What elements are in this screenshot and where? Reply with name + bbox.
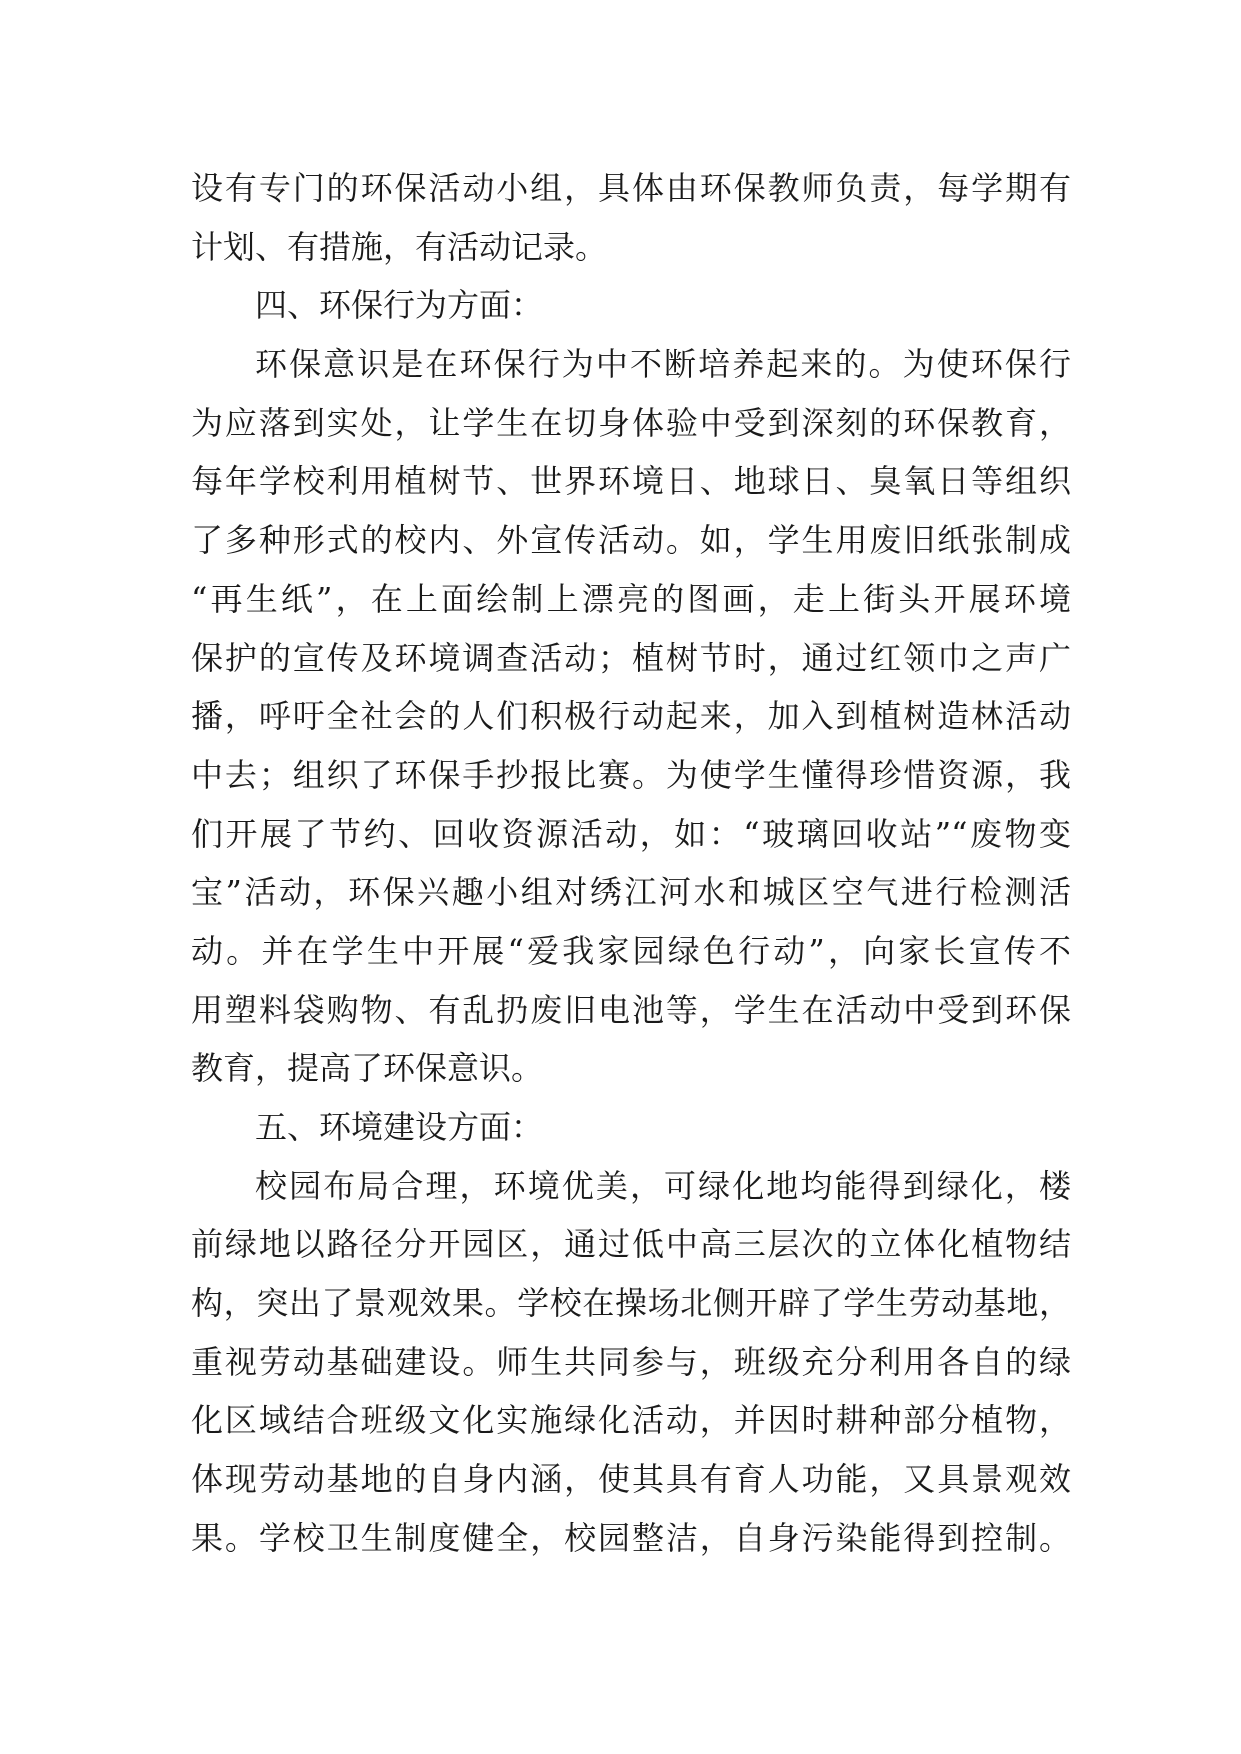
text-line: 保护的宣传及环境调查活动；植树节时，通过红领巾之声广	[191, 638, 1071, 677]
section-heading: 五、环境建设方面：	[255, 1108, 544, 1146]
text-line: 校园布局合理，环境优美，可绿化地均能得到绿化，楼	[255, 1166, 1071, 1205]
text-line: 构，突出了景观效果。学校在操场北侧开辟了学生劳动基地，	[191, 1284, 1071, 1323]
text-line: 前绿地以路径分开园区，通过低中高三层次的立体化植物结	[191, 1225, 1071, 1264]
text-line: 了多种形式的校内、外宣传活动。如，学生用废旧纸张制成	[191, 521, 1071, 560]
document-body	[191, 159, 1071, 1568]
text-line: 环保意识是在环保行为中不断培养起来的。为使环保行	[255, 345, 1071, 384]
text-line: 体现劳动基地的自身内涵，使其具有育人功能，又具景观效	[191, 1460, 1071, 1499]
text-line: 计划、有措施，有活动记录。	[191, 227, 608, 266]
text-line: 们开展了节约、回收资源活动，如：“玻璃回收站”“废物变	[191, 814, 1071, 853]
text-line: 中去；组织了环保手抄报比赛。为使学生懂得珍惜资源，我	[191, 755, 1071, 794]
text-line: 果。学校卫生制度健全，校园整洁，自身污染能得到控制。	[191, 1518, 1071, 1557]
text-line: 重视劳动基础建设。师生共同参与，班级充分利用各自的绿	[191, 1342, 1071, 1381]
text-line: 宝”活动，环保兴趣小组对绣江河水和城区空气进行检测活	[191, 873, 1071, 912]
text-line: 动。并在学生中开展“爱我家园绿色行动”，向家长宣传不	[191, 931, 1071, 970]
text-line: 化区域结合班级文化实施绿化活动，并因时耕种部分植物，	[191, 1401, 1071, 1440]
text-line: 每年学校利用植树节、世界环境日、地球日、臭氧日等组织	[191, 462, 1071, 501]
text-line: 设有专门的环保活动小组，具体由环保教师负责，每学期有	[191, 169, 1071, 207]
section-heading: 四、环保行为方面：	[255, 286, 544, 325]
text-line: “再生纸”，在上面绘制上漂亮的图画，走上街头开展环境	[191, 579, 1071, 618]
text-line: 为应落到实处，让学生在切身体验中受到深刻的环保教育，	[191, 403, 1071, 442]
text-line: 播，呼吁全社会的人们积极行动起来，加入到植树造林活动	[191, 697, 1071, 736]
text-line: 用塑料袋购物、有乱扔废旧电池等，学生在活动中受到环保	[191, 990, 1071, 1029]
text-line: 教育，提高了环保意识。	[191, 1049, 544, 1088]
